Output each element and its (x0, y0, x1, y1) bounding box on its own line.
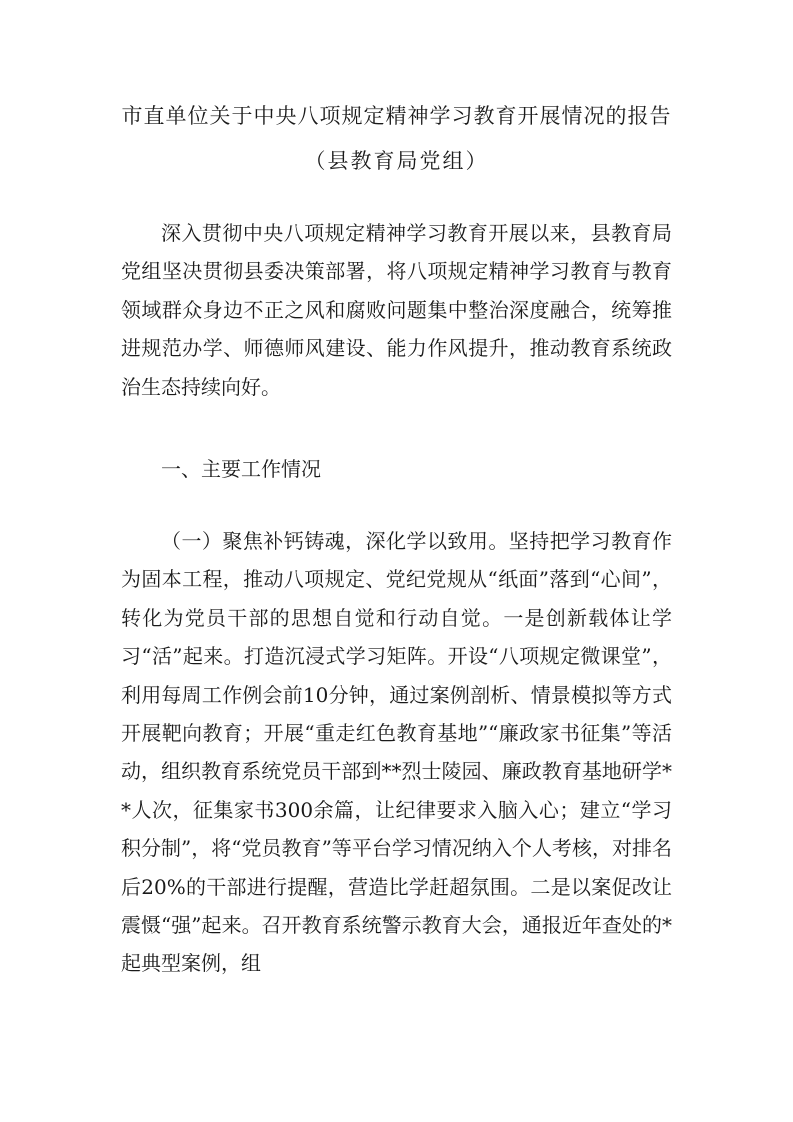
section1-paragraph: （一）聚焦补钙铸魂，深化学以致用。坚持把学习教育作为固本工程，推动八项规定、党纪党规从“纸面”落到“心间”，转化为党员干部的思想自觉和行动自觉。一是创新载体让学习“活”起来。打造沉浸式学习矩阵。开设“八项规定微课堂”，利用每周工作例会前10分钟，通过案例剖析、情景模拟等方式开展靶向教育；开展“重走红色教育基地”“廉政家书征集”等活动，组织教育系统党员干部到**烈士陵园、廉政教育基地研学**人次，征集家书300余篇，让纪律要求入脑入心；建立“学习积分制”，将“党员教育”等平台学习情况纳入个人考核，对排名后20%的干部进行提醒，营造比学赶超氛围。二是以案促改让震慑“强”起来。召开教育系统警示教育大会，通报近年查处的*起典型案例，组 (121, 529, 672, 976)
document-subtitle: （县教育局党组） (304, 149, 489, 173)
section-heading: 一、主要工作情况 (161, 457, 321, 481)
intro-paragraph: 深入贯彻中央八项规定精神学习教育开展以来，县教育局党组坚决贯彻县委决策部署，将八项规定精神学习教育与教育领域群众身边不正之风和腐败问题集中整治深度融合，统筹推进规范办学、师德师风建设、能力作风提升，推动教育系统政治生态持续向好。 (121, 221, 672, 399)
document-title: 市直单位关于中央八项规定精神学习教育开展情况的报告 (121, 104, 672, 128)
